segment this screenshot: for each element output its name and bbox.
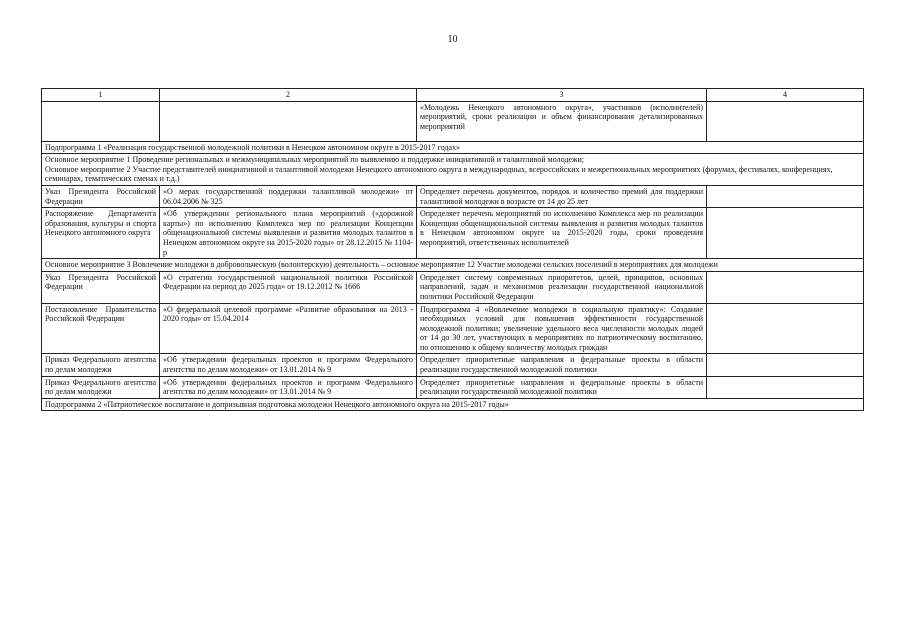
subprogram-1-row: [42, 141, 864, 154]
table-header-row: [42, 89, 864, 102]
header-col-2: 2: [160, 89, 417, 102]
continuation-row: [42, 101, 864, 141]
continuation-col-1: [42, 101, 160, 141]
activity-2-text: Основное мероприятие 2 Участие представителей инициативной и талантливой молодежи Ненецкого автономного округа в международных, всероссийских и межрегиональных мероприятиях (форумах, фестивалях, конференциях, семинарах, тематических сменах и т.д.): [45, 164, 833, 184]
document-title: «Об утверждении федеральных проектов и программ Федерального агентства по делам молодежи» от 13.01.2014 № 9: [160, 354, 417, 376]
document-type: Приказ Федерального агентства по делам молодежи: [42, 354, 160, 376]
subprogram-2-title: Подпрограмма 2 «Патриотическое воспитание и допризывная подготовка молодежи Ненецкого автономного округа на 2015-2017 годы»: [42, 398, 864, 411]
activity-3-row: [42, 259, 864, 272]
document-description: Определяет перечень документов, порядок и количество премий для поддержки талантливой молодежи в возрасте от 14 до 25 лет: [417, 185, 707, 207]
table-row: [42, 208, 864, 259]
document-title: «Об утверждении регионального плана мероприятий («дорожной карты») по исполнению Комплекса мер по реализации Концепции общенациональной системы выявления и развития молодых талантов в Ненецком автономном округе на 2015-2020 годы» от 28.12.2015 № 1104-р: [160, 208, 417, 259]
document-note: [707, 376, 864, 398]
document-title: «О мерах государственной поддержки талантливой молодежи» от 06.04.2006 № 325: [160, 185, 417, 207]
subprogram-1-title: Подпрограмма 1 «Реализация государственной молодежной политики в Ненецком автономном округе в 2015-2017 годах»: [42, 141, 864, 154]
activities-1-2-row: [42, 154, 864, 186]
header-col-1: 1: [42, 89, 160, 102]
document-note: [707, 354, 864, 376]
subprogram-2-row: [42, 398, 864, 411]
document-title: «О федеральной целевой программе «Развитие образования на 2013 - 2020 годы» от 15.04.2014: [160, 303, 417, 354]
table-row: [42, 354, 864, 376]
table-row: [42, 376, 864, 398]
activity-1-text: Основное мероприятие 1 Проведение региональных и межмуниципальных мероприятий по выявлению и поддержке инициативной и талантливой молодежи;: [45, 155, 585, 165]
table-row: [42, 271, 864, 303]
table-row: [42, 185, 864, 207]
document-title: «Об утверждении федеральных проектов и программ Федерального агентства по делам молодежи» от 13.01.2014 № 9: [160, 376, 417, 398]
continuation-col-3: «Молодежь Ненецкого автономного округа», участников (исполнителей) мероприятий, сроки реализации и объем финансирования детализированных мероприятий: [417, 101, 707, 141]
header-col-4: 4: [707, 89, 864, 102]
document-type: Постановление Правительства Российской Федерации: [42, 303, 160, 354]
document-description: Подпрограмма 4 «Вовлечение молодежи в социальную практику»: Создание необходимых условий для повышения эффективности государственной молодежной политики; увеличение удельного веса численности молодых людей от 14 до 30 лет, участвующих в мероприятиях по патриотическому воспитанию, по отношению к общему количеству молодых граждан: [417, 303, 707, 354]
document-type: Приказ Федерального агентства по делам молодежи: [42, 376, 160, 398]
document-type: Указ Президента Российской Федерации: [42, 271, 160, 303]
document-description: Определяет приоритетные направления и федеральные проекты в области реализации государственной молодежной политики: [417, 376, 707, 398]
continuation-col-4: [707, 101, 864, 141]
legal-acts-table: [41, 88, 864, 411]
activity-3-text: Основное мероприятие 3 Вовлечение молодежи в добровольческую (волонтерскую) деятельность – основное мероприятие 12 Участие молодежи сельских поселений в мероприятиях для молодежи: [42, 259, 864, 272]
table-row: [42, 303, 864, 354]
header-col-3: 3: [417, 89, 707, 102]
document-note: [707, 185, 864, 207]
document-note: [707, 271, 864, 303]
document-description: Определяет приоритетные направления и федеральные проекты в области реализации государственной молодежной политики: [417, 354, 707, 376]
document-description: Определяет перечень мероприятий по исполнению Комплекса мер по реализации Концепции общенациональной системы выявления и развития молодых талантов в Ненецком автономном округе на 2015-2020 годы, сроки проведения мероприятий, ответственных исполнителей: [417, 208, 707, 259]
document-note: [707, 303, 864, 354]
document-type: Распоряжение Департамента образования, культуры и спорта Ненецкого автономного округа: [42, 208, 160, 259]
document-note: [707, 208, 864, 259]
document-title: «О стратегии государственной национальной политики Российской Федерации на период до 2025 года» от 19.12.2012 № 1666: [160, 271, 417, 303]
document-type: Указ Президента Российской Федерации: [42, 185, 160, 207]
activities-1-2-cell: [42, 154, 864, 186]
page-number: 10: [447, 34, 458, 45]
document-description: Определяет систему современных приоритетов, целей, принципов, основных направлений, задач и механизмов реализации государственной национальной политики Российской Федерации: [417, 271, 707, 303]
continuation-col-2: [160, 101, 417, 141]
